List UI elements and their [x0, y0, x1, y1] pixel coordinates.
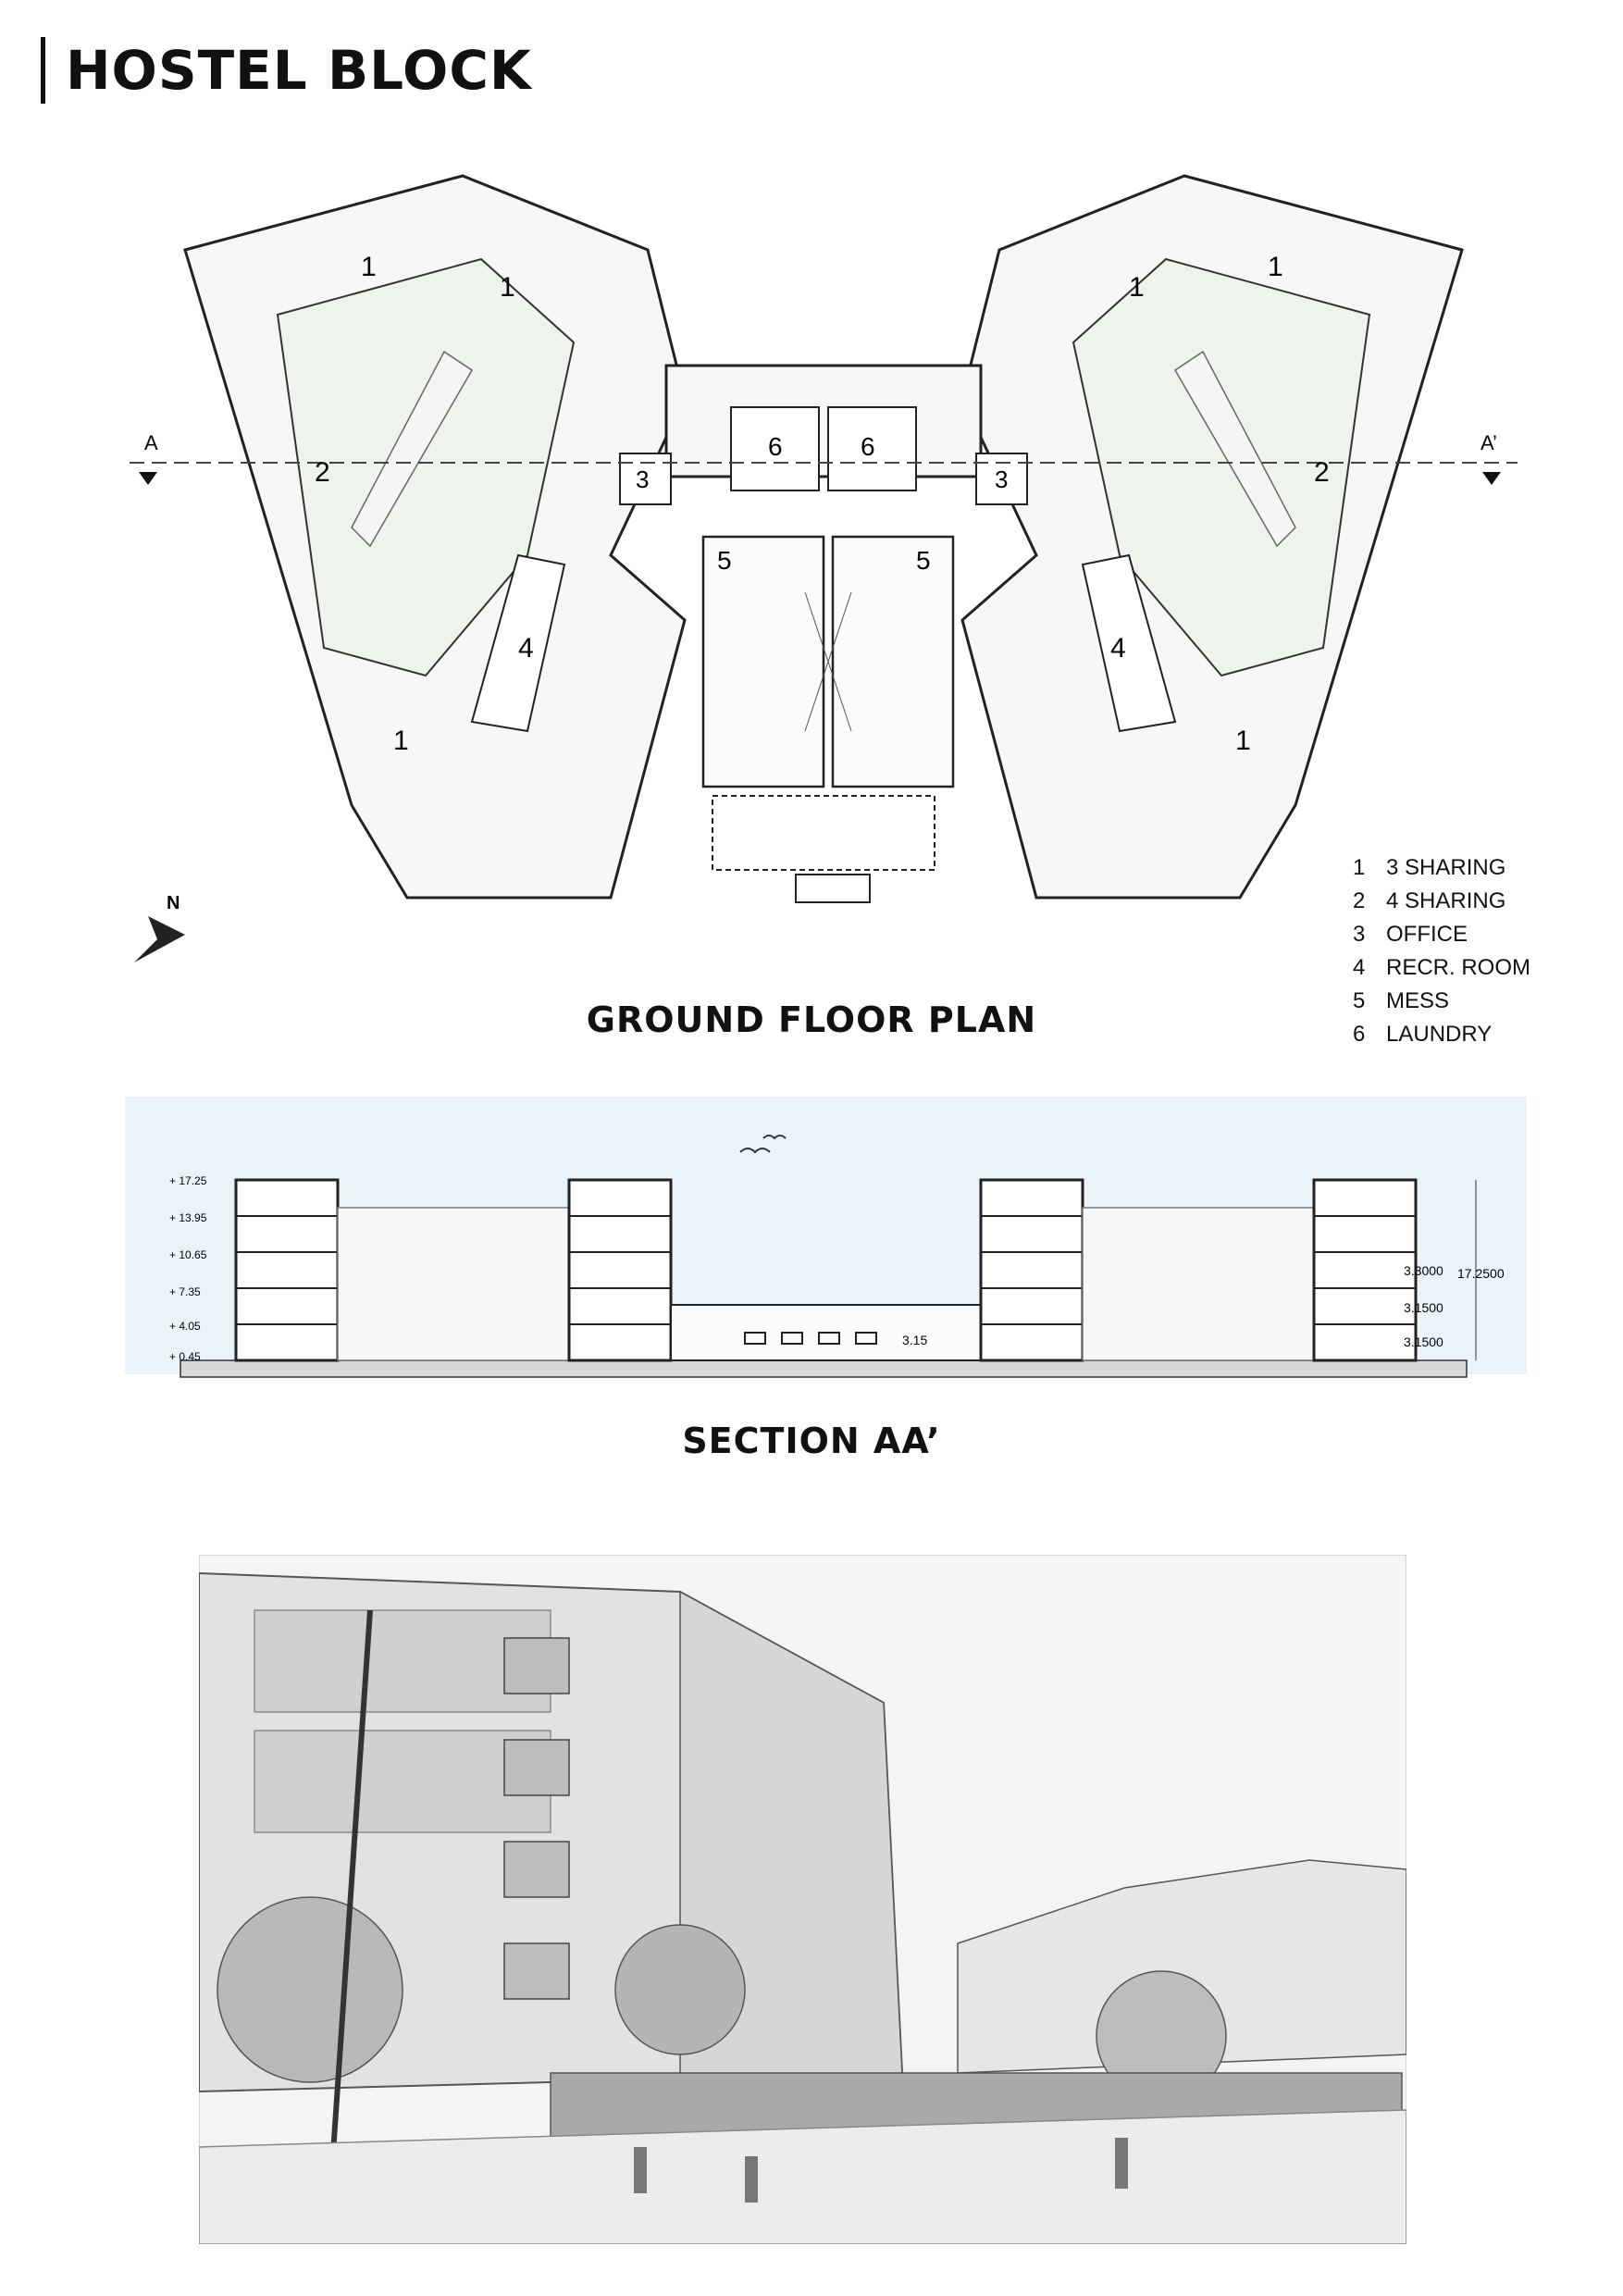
room-number: 1	[500, 272, 515, 303]
perspective-view	[199, 1555, 1406, 2248]
room-number: 4	[518, 633, 534, 664]
room-number: 5	[717, 546, 732, 575]
room-number: 5	[916, 546, 931, 575]
ground-floor-plan	[130, 157, 1518, 975]
level-label: + 17.25	[169, 1174, 207, 1187]
legend-label: MESS	[1386, 988, 1450, 1013]
north-arrow-icon	[134, 916, 185, 962]
north-label: N	[167, 893, 180, 913]
ground-band	[180, 1360, 1467, 1377]
legend-number: 1	[1353, 855, 1366, 880]
section-mark-a: A	[144, 431, 158, 454]
room-number: 2	[1314, 457, 1330, 488]
section-arrow-right	[1482, 472, 1501, 485]
room-number: 4	[1110, 633, 1126, 664]
tower-right-inner	[981, 1180, 1083, 1360]
tree	[217, 1897, 403, 2082]
section-mark-a-prime: A’	[1481, 431, 1497, 454]
dimension-label: 3.3000	[1404, 1263, 1443, 1278]
room-number: 1	[1129, 272, 1145, 303]
page-title: HOSTEL BLOCK	[41, 37, 532, 104]
entrance-steps	[796, 875, 870, 902]
room-number: 1	[361, 252, 377, 282]
room-number: 6	[768, 432, 783, 461]
section-svg	[125, 1097, 1527, 1393]
perspective-svg	[199, 1555, 1406, 2244]
legend-label: LAUNDRY	[1386, 1022, 1493, 1047]
level-label: + 10.65	[169, 1248, 207, 1261]
level-label: + 0.45	[169, 1350, 201, 1363]
level-label: + 13.95	[169, 1211, 207, 1224]
plan-caption: GROUND FLOOR PLAN	[586, 999, 1037, 1040]
legend-label: 4 SHARING	[1386, 888, 1506, 913]
person	[1115, 2138, 1128, 2189]
tower-left-outer	[236, 1180, 338, 1360]
legend-item	[1353, 851, 1530, 885]
dimension-label: 3.15	[902, 1333, 928, 1347]
section-caption: SECTION AA’	[682, 1421, 941, 1461]
room-number: 3	[995, 465, 1009, 493]
legend-number: 3	[1353, 922, 1366, 947]
room-number: 1	[393, 726, 409, 756]
dimension-label: 3.1500	[1404, 1334, 1443, 1349]
legend-number: 5	[1353, 988, 1366, 1013]
mess-right	[833, 537, 953, 787]
room-number: 3	[636, 465, 650, 493]
section-drawing	[125, 1097, 1527, 1396]
dimension-label: 17.2500	[1457, 1266, 1505, 1281]
legend-number: 2	[1353, 888, 1366, 913]
tower-left-inner	[569, 1180, 671, 1360]
legend-label: OFFICE	[1386, 922, 1468, 947]
room-number: 1	[1235, 726, 1251, 756]
dimension-label: 3.1500	[1404, 1300, 1443, 1315]
person	[745, 2156, 758, 2203]
legend-item	[1353, 885, 1530, 918]
plan-drawing	[130, 157, 1518, 972]
room-number: 2	[315, 457, 330, 488]
tree	[615, 1925, 745, 2054]
legend-number: 4	[1353, 955, 1366, 980]
entrance-porch	[712, 796, 935, 870]
central-connector	[666, 366, 981, 477]
legend-label: RECR. ROOM	[1386, 955, 1530, 980]
legend-item	[1353, 951, 1530, 985]
legend-item	[1353, 918, 1530, 951]
room-number: 6	[861, 432, 875, 461]
level-label: + 4.05	[169, 1320, 201, 1333]
legend-number: 6	[1353, 1022, 1366, 1047]
person	[634, 2147, 647, 2193]
room-number: 1	[1268, 252, 1283, 282]
elevation-right	[1083, 1208, 1314, 1360]
tower-right-outer	[1314, 1180, 1416, 1360]
level-label: + 7.35	[169, 1285, 201, 1298]
section-arrow-left	[139, 472, 157, 485]
legend-label: 3 SHARING	[1386, 855, 1506, 880]
elevation-left	[338, 1208, 569, 1360]
